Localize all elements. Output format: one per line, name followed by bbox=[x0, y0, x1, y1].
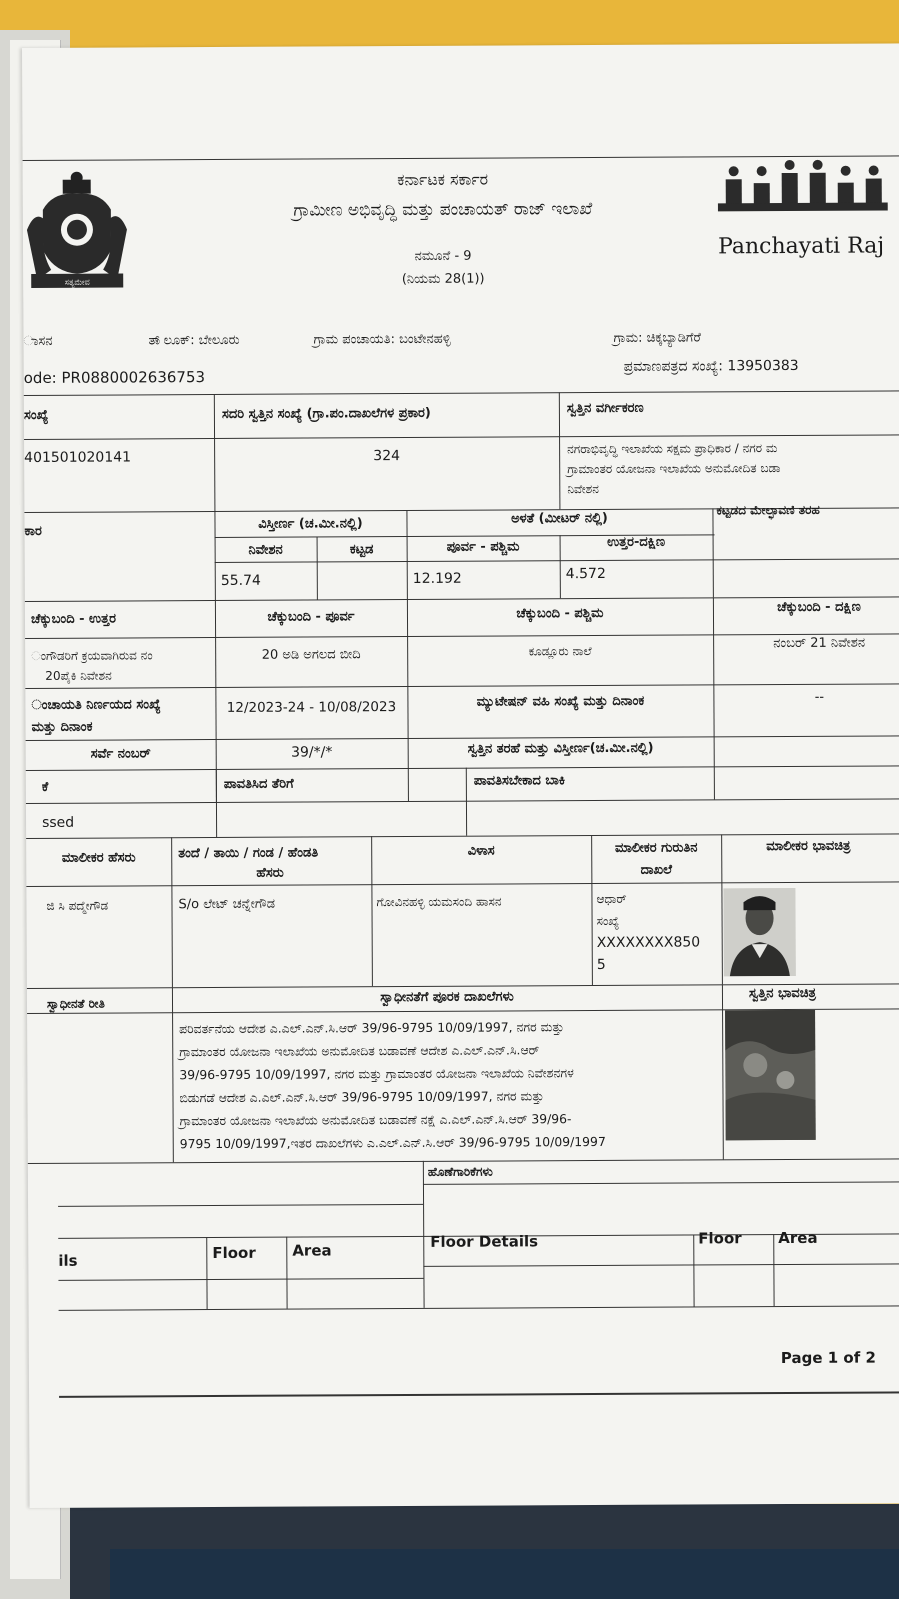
north-south-label: ಉತ್ತರ-ದಕ್ಷಿಣ bbox=[607, 534, 666, 550]
resolution-label-line-2: ಮತ್ತು ದಿನಾಂಕ bbox=[31, 719, 93, 735]
tax-paid-label: ಪಾವತಿಸಿದ ತೆರಿಗೆ bbox=[223, 776, 294, 792]
govt-title: ಕರ್ನಾಟಕ ಸರ್ಕಾರ bbox=[397, 169, 489, 190]
owner-id-line-2: ಸಂಖ್ಯೆ bbox=[596, 913, 620, 929]
property-code: ode: PR0880002636753 bbox=[23, 368, 206, 387]
liabilities-label: ಹೊಣೆಗಾರಿಕೆಗಳು bbox=[427, 1164, 493, 1179]
taluk-label: ತಾ್ಲೂಕ್: ಬೇಲೂರು bbox=[148, 332, 240, 349]
relation-label-line-2: ಹೆಸರು bbox=[256, 865, 284, 881]
survey-number-value: 39/*/* bbox=[291, 744, 333, 761]
owner-relation: S/o ಲೇಟ್ ಚನ್ನೇಗೌಡ bbox=[178, 896, 276, 913]
south-boundary-value: ನಂಬರ್ 21 ನಿವೇಶನ bbox=[773, 635, 866, 652]
roof-type-label: ಕಟ್ಟಡದ ಮೇಲ್ಛಾವಣಿ ತರಹ bbox=[716, 502, 820, 518]
property-id-label: ಸಂಖ್ಯೆ bbox=[23, 407, 49, 423]
east-boundary-value: 20 ಅಡಿ ಅಗಲದ ಬೀದಿ bbox=[261, 647, 361, 663]
certificate-page bbox=[22, 43, 899, 1508]
relation-label-line-1: ತಂದೆ / ತಾಯಿ / ಗಂಡ / ಹೆಂಡತಿ bbox=[178, 845, 319, 862]
dimension-label: ಅಳತೆ (ಮೀಟರ್ ನಲ್ಲಿ) bbox=[511, 510, 608, 527]
floor-label-2: Floor bbox=[698, 1229, 742, 1248]
building-label: ಕಟ್ಟಡ bbox=[349, 542, 374, 558]
ownership-method-label: ಸ್ವಾಧೀನತೆ ರೀತಿ bbox=[46, 996, 105, 1011]
area-label: ವಿಸ್ತೀರ್ಣ (ಚ.ಮೀ.ನಲ್ಲಿ) bbox=[258, 516, 363, 532]
ownership-docs-line-3: 39/96-9795 10/09/1997, ನಗರ ಮತ್ತು ಗ್ರಾಮಾಂತರ ಯೋಜನಾ ಇಲಾಖೆಯ ನಿವೇಶನಗಳ bbox=[179, 1065, 574, 1083]
south-boundary-label: ಚೆಕ್ಕುಬಂದಿ - ದಕ್ಷಿಣ bbox=[777, 599, 861, 616]
survey-number-label: ಸರ್ವೆ ನಂಬರ್ bbox=[90, 746, 151, 762]
owner-name-label: ಮಾಲೀಕರ ಹೆಸರು bbox=[61, 850, 136, 866]
certificate-number: ಪ್ರಮಾಣಪತ್ರದ ಸಂಖ್ಯೆ: 13950383 bbox=[623, 357, 799, 375]
owner-photo bbox=[723, 888, 795, 976]
table-surface-bottom bbox=[0, 1504, 899, 1599]
classification-line-1: ನಗರಾಭಿವೃದ್ಧಿ ಇಲಾಖೆಯ ಸಕ್ಷಮ ಪ್ರಾಧಿಕಾರ / ನಗರ ಮ bbox=[567, 441, 778, 457]
page-number: Page 1 of 2 bbox=[780, 1348, 876, 1368]
north-boundary-line-2: 20ಪೈಕಿ ನಿವೇಶನ bbox=[45, 668, 112, 683]
panchayati-raj-logo-icon bbox=[718, 158, 888, 224]
ownership-docs-line-2: ಗ್ರಾಮಾಂತರ ಯೋಜನಾ ಇಲಾಖೆಯ ಅನುಮೋದಿತ ಬಡಾವಣೆ ಆದೇಶ ಎ.ಎಲ್.ಎನ್.ಸಿ.ಆರ್ bbox=[179, 1042, 540, 1060]
property-number-label: ಸದರಿ ಸ್ವತ್ತಿನ ಸಂಖ್ಯೆ (ಗ್ರಾ.ಪಂ.ದಾಖಲೆಗಳ ಪ್ರಕಾರ) bbox=[221, 405, 431, 422]
svg-text:ಸತ್ಯಮೇವ: ಸತ್ಯಮೇವ bbox=[64, 277, 90, 287]
rule-number: (ನಿಯಮ 28(1)) bbox=[401, 271, 485, 288]
owner-id-line-1: ಆಧಾರ್ bbox=[596, 891, 627, 907]
owner-id-label-line-1: ಮಾಲೀಕರ ಗುರುತಿನ bbox=[614, 840, 698, 856]
floor-label: Floor bbox=[212, 1243, 256, 1263]
classification-line-2: ಗ್ರಾಮಾಂತರ ಯೋಜನಾ ಇಲಾಖೆಯ ಅನುಮೋದಿತ ಬಡಾ bbox=[567, 461, 781, 477]
area-column-label-2: Area bbox=[778, 1228, 818, 1248]
floor-details-label: Floor Details bbox=[430, 1232, 539, 1251]
north-boundary-line-1: ಂಗೌಡರಿಗೆ ಕ್ರಯವಾಗಿರುವ ನಂ bbox=[31, 648, 153, 663]
resolution-value: 12/2023-24 - 10/08/2023 bbox=[226, 699, 397, 716]
classification-label: ಸ್ವತ್ತಿನ ವರ್ಗೀಕರಣ bbox=[566, 400, 644, 417]
tax-column-label: ಕೆ bbox=[41, 779, 49, 795]
address-label: ವಿಳಾಸ bbox=[467, 843, 495, 859]
west-boundary-label: ಚೆಕ್ಕುಬಂದಿ - ಪಶ್ಚಿಮ bbox=[516, 605, 604, 622]
west-boundary-value: ಕೂಡ್ಲೂರು ನಾಲೆ bbox=[528, 644, 592, 659]
site-area-value: 55.74 bbox=[220, 572, 261, 589]
panchayati-raj-text: Panchayati Raj bbox=[717, 233, 885, 260]
village-label: ಗ್ರಾಮ: ಚಿಕ್ಕಬ್ಯಾಡಿಗೆರೆ bbox=[613, 330, 701, 346]
owner-photo-label: ಮಾಲೀಕರ ಭಾವಚಿತ್ರ bbox=[766, 838, 851, 855]
property-type-area-label: ಸ್ವತ್ತಿನ ತರಹೆ ಮತ್ತು ವಿಸ್ತೀರ್ಣ(ಚ.ಮೀ.ನಲ್ಲಿ) bbox=[467, 740, 654, 757]
form-number: ನಮೂನೆ - 9 bbox=[414, 248, 472, 264]
ownership-docs-line-4: ಬಿಡುಗಡೆ ಆದೇಶ ಎ.ಎಲ್.ಎನ್.ಸಿ.ಆರ್ 39/96-9795 10/09/1997, ನಗರ ಮತ್ತು bbox=[179, 1088, 544, 1106]
north-south-value: 4.572 bbox=[565, 565, 606, 583]
tax-due-label: ಪಾವತಿಸಬೇಕಾದ ಬಾಕಿ bbox=[473, 773, 566, 789]
resolution-label-line-1: ಂಚಾಯತಿ ನಿರ್ಣಯದ ಸಂಖ್ಯೆ bbox=[31, 697, 161, 713]
owner-id-line-3: XXXXXXXX850 bbox=[596, 934, 701, 952]
classification-line-3: ನಿವೇಶನ bbox=[567, 481, 599, 497]
gram-panchayat-label: ಗ್ರಾಮ ಪಂಚಾಯತಿ: ಬಂಟೇನಹಳ್ಳಿ bbox=[313, 331, 451, 348]
owner-id-label-line-2: ದಾಖಲೆ bbox=[640, 862, 673, 878]
east-west-value: 12.192 bbox=[412, 570, 462, 587]
type-label: ಕಾರ bbox=[24, 523, 42, 539]
property-photo-label: ಸ್ವತ್ತಿನ ಭಾವಚಿತ್ರ bbox=[748, 985, 816, 1002]
owner-id-line-4: 5 bbox=[596, 956, 606, 974]
property-photo bbox=[725, 1010, 816, 1140]
ownership-docs-line-5: ಗ್ರಾಮಾಂತರ ಯೋಜನಾ ಇಲಾಖೆಯ ಅನುಮೋದಿತ ಬಡಾವಣೆ ನಕ್ಷೆ ಎ.ಎಲ್.ಎನ್.ಸಿ.ಆರ್ 39/96- bbox=[179, 1111, 572, 1129]
property-number: 324 bbox=[373, 448, 401, 465]
site-label: ನಿವೇಶನ bbox=[248, 542, 283, 558]
east-boundary-label: ಚೆಕ್ಕುಬಂದಿ - ಪೂರ್ವ bbox=[267, 609, 355, 625]
north-boundary-label: ಚೆಕ್ಕುಬಂದಿ - ಉತ್ತರ bbox=[30, 611, 116, 627]
ownership-docs-line-1: ಪರಿವರ್ತನೆಯ ಆದೇಶ ಎ.ಎಲ್.ಎನ್.ಸಿ.ಆರ್ 39/96-9795 10/09/1997, ನಗರ ಮತ್ತು bbox=[179, 1019, 564, 1037]
owner-name: ಜಿ ಸಿ ಪದ್ಮೇಗೌಡ bbox=[46, 898, 109, 913]
mutation-label: ಮ್ಯುಟೇಷನ್ ವಹಿ ಸಂಖ್ಯೆ ಮತ್ತು ದಿನಾಂಕ bbox=[476, 693, 645, 710]
ownership-docs-label: ಸ್ವಾಧೀನತೆಗೆ ಪೂರಕ ದಾಖಲೆಗಳು bbox=[380, 989, 514, 1006]
mutation-value: -- bbox=[814, 689, 825, 705]
ownership-docs-line-6: 9795 10/09/1997,ಇತರ ದಾಖಲೆಗಳು ಎ.ಎಲ್.ಎನ್.ಸಿ.ಆರ್ 39/96-9795 10/09/1997 bbox=[179, 1133, 606, 1152]
east-west-label: ಪೂರ್ವ - ಪಶ್ಚಿಮ bbox=[446, 539, 520, 555]
karnataka-emblem-icon bbox=[23, 169, 132, 298]
district-label: ಾಸನ bbox=[23, 333, 53, 349]
tax-status: ssed bbox=[42, 814, 75, 831]
details-label: ils bbox=[58, 1251, 78, 1270]
department-title: ಗ್ರಾಮೀಣ ಅಭಿವೃದ್ಧಿ ಮತ್ತು ಪಂಚಾಯತ್ ರಾಜ್ ಇಲಾಖೆ bbox=[293, 199, 593, 221]
owner-address: ಗೋವಿನಹಳ್ಳಿ ಯಮಸಂದಿ ಹಾಸನ bbox=[376, 894, 502, 910]
property-id: 401501020141 bbox=[24, 449, 132, 466]
area-column-label: Area bbox=[292, 1241, 332, 1260]
